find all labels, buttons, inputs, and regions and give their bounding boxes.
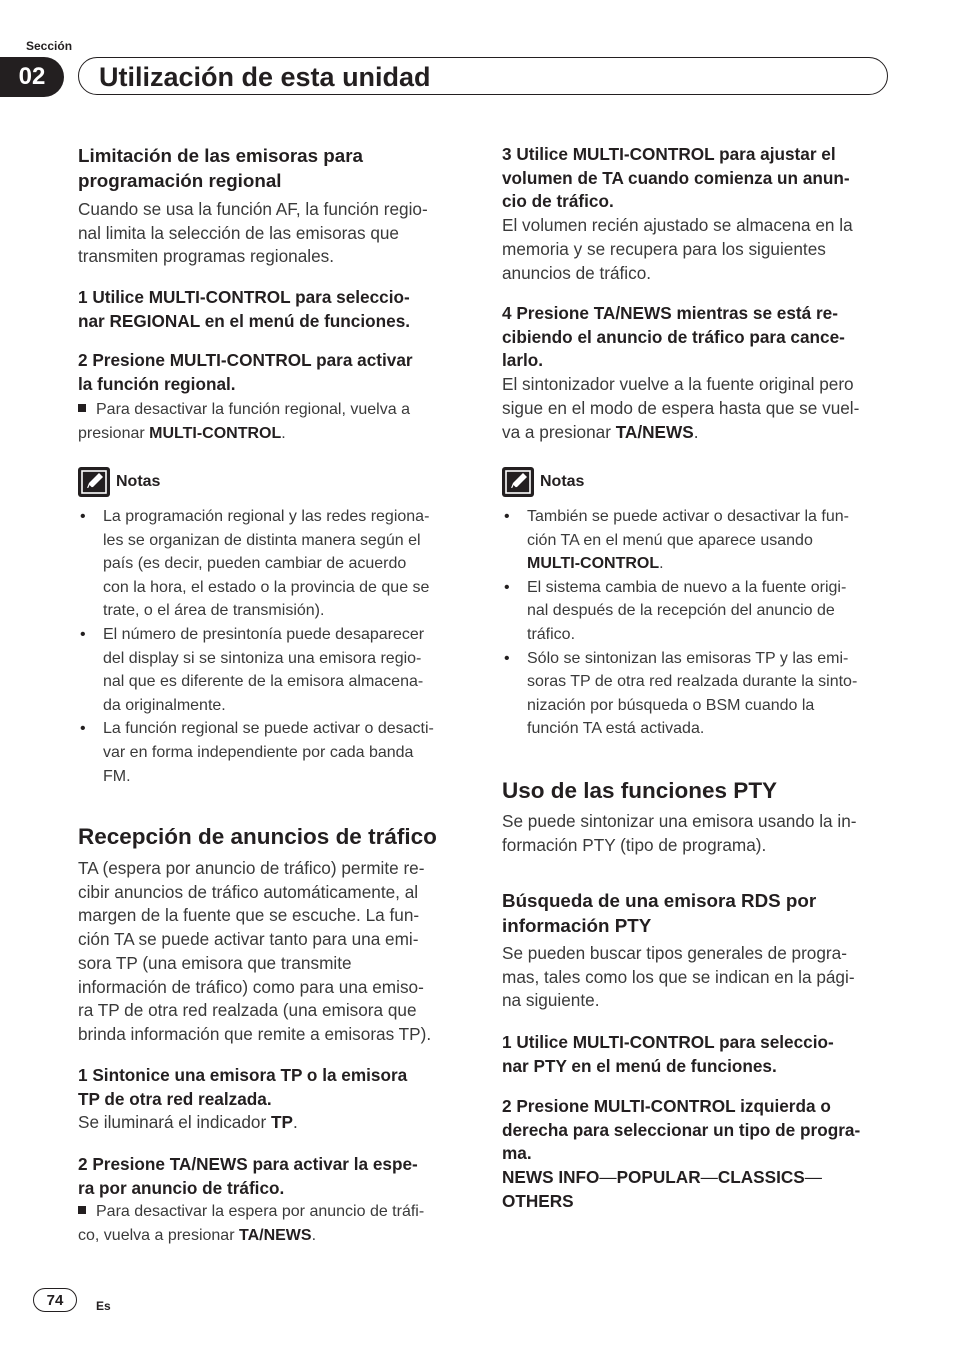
notes-label: Notas	[540, 473, 585, 490]
section-label: Sección	[26, 39, 73, 53]
regional-step-2-subnote: Para desactivar la función regional, vuelva a presionar MULTI-CONTROL.	[78, 401, 410, 442]
pty-heading: Uso de las funciones PTY	[502, 778, 778, 803]
page-title-box	[78, 57, 888, 95]
pty-step-1: 1 Utilice MULTI-CONTROL para seleccio- nar PTY en el menú de funciones.	[502, 1032, 834, 1076]
regional-step-2: 2 Presione MULTI-CONTROL para activar la función regional.	[78, 350, 413, 394]
notes-list-left	[78, 505, 468, 788]
traffic-step-3: 3 Utilice MULTI-CONTROL para ajustar el volumen de TA cuando comienza un anun- cio de tráfico. El volumen recién ajustado se almacena en la memoria y se recupera para los siguientes anuncios de tráfico.	[502, 144, 853, 283]
notes-header-right	[502, 466, 584, 498]
traffic-step-4: 4 Presione TA/NEWS mientras se está re- cibiendo el anuncio de tráfico para cance- larlo. El sintonizador vuelve a la fuente original pero sigue en el modo de espera hasta que se vuel- va a presionar TA/NEWS.	[502, 303, 860, 442]
square-bullet-icon	[78, 1206, 86, 1214]
traffic-paragraph: TA (espera por anuncio de tráfico) permite re- cibir anuncios de tráfico automáticamente, al margen de la fuente que se escuche. La fun- ción TA se puede activar tanto para una emi- sora TP (una emisora que transmite información de tráfico) como para una emiso- ra TP de otra red realzada (una emisora que brinda información que remite a emisoras TP).	[78, 858, 432, 1044]
pencil-note-icon	[78, 467, 110, 497]
list-item: • También se puede activar o desactivar la fun- ción TA en el menú que aparece usando MULTI-CONTROL.	[502, 505, 892, 576]
traffic-step-1: 1 Sintonice una emisora TP o la emisora TP de otra red realzada. Se iluminará el indicador TP.	[78, 1065, 408, 1133]
page-number: 74	[33, 1288, 77, 1312]
page-title: Utilización de esta unidad	[99, 62, 431, 92]
pty-types-line-2: OTHERS	[502, 1190, 574, 1211]
pencil-note-icon	[502, 467, 534, 497]
regional-heading: Limitación de las emisoras para programación regional	[78, 145, 363, 191]
language-code: Es	[96, 1299, 111, 1313]
list-item: • La función regional se puede activar o desacti- var en forma independiente por cada banda FM.	[78, 717, 468, 788]
pty-types-line-1: NEWS INFO—POPULAR—CLASSICS—	[502, 1167, 822, 1188]
regional-paragraph: Cuando se usa la función AF, la función regio- nal limita la selección de las emisoras que transmiten programas regionales.	[78, 199, 428, 267]
square-bullet-icon	[78, 404, 86, 412]
list-item: • La programación regional y las redes regiona- les se organizan de distinta manera según el país (es decir, pueden cambiar de acuerdo con la hora, el estado o la provincia de que se trate, o el área de transmisión).	[78, 505, 468, 623]
list-item: • El número de presintonía puede desaparecer del display si se sintoniza una emisora regio- nal que es diferente de la emisora almacena- da originalmente.	[78, 623, 468, 717]
pty-step-2: 2 Presione MULTI-CONTROL izquierda o derecha para seleccionar un tipo de progra- ma. NEWS INFO—POPULAR—CLASSICS— OTHERS	[502, 1095, 902, 1214]
traffic-heading: Recepción de anuncios de tráfico	[78, 824, 437, 849]
pty-paragraph: Se puede sintonizar una emisora usando la in- formación PTY (tipo de programa).	[502, 811, 857, 855]
pty-search-heading: Búsqueda de una emisora RDS por información PTY	[502, 890, 817, 936]
notes-label: Notas	[116, 473, 161, 490]
notes-list-right	[502, 505, 892, 741]
list-item: • El sistema cambia de nuevo a la fuente origi- nal después de la recepción del anuncio de tráfico.	[502, 576, 892, 647]
pty-search-paragraph: Se pueden buscar tipos generales de progra- mas, tales como los que se indican en la pági- na siguiente.	[502, 943, 855, 1011]
section-number-badge: 02	[0, 57, 64, 97]
traffic-step-2: 2 Presione TA/NEWS para activar la espe- ra por anuncio de tráfico.	[78, 1154, 418, 1198]
regional-step-1: 1 Utilice MULTI-CONTROL para seleccio- nar REGIONAL en el menú de funciones.	[78, 287, 411, 331]
traffic-step-2-subnote: Para desactivar la espera por anuncio de tráfi- co, vuelva a presionar TA/NEWS.	[78, 1203, 425, 1244]
list-item: • Sólo se sintonizan las emisoras TP y las emi- soras TP de otra red realzada durante la sinto- nización por búsqueda o BSM cuando la función TA está activada.	[502, 647, 892, 741]
notes-header-left	[78, 466, 160, 498]
